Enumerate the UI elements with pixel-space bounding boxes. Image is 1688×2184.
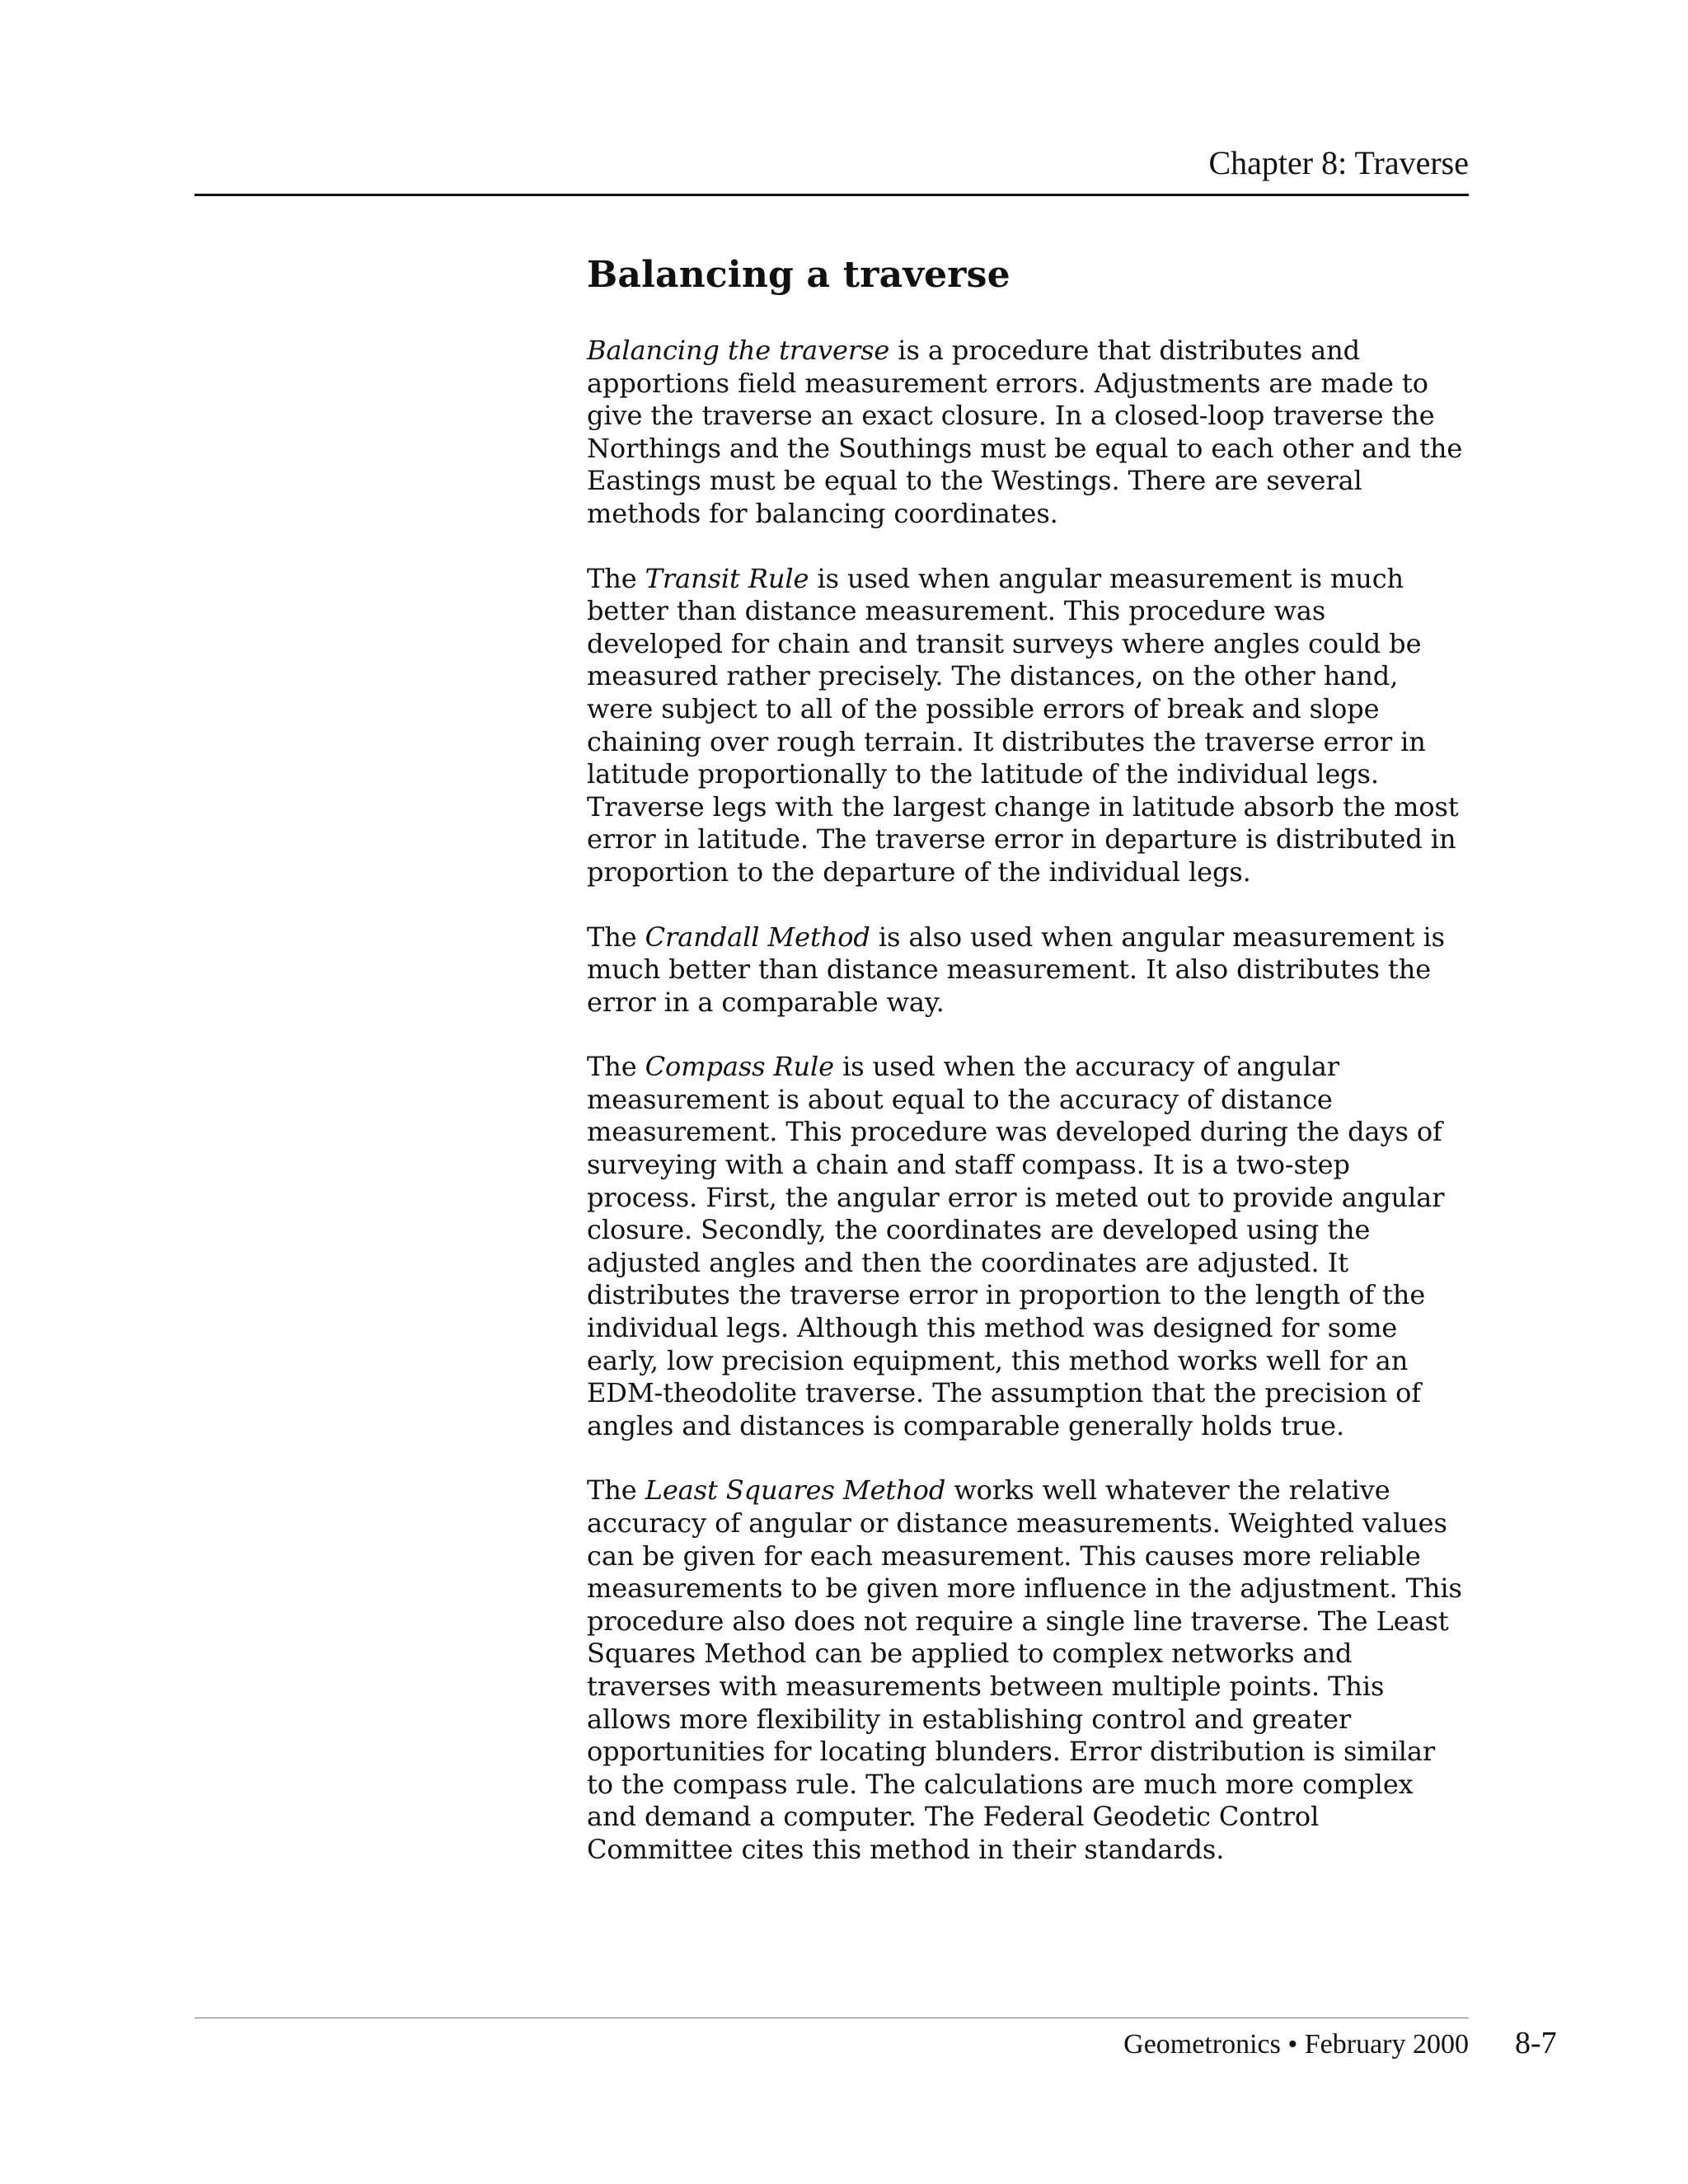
section-title: Balancing a traverse [587,254,1010,296]
paragraph-balancing [587,335,1469,531]
paragraph-body: works well whatever the relative accuracy of angular or distance measurements. Weighted values can be given for each measurement. This causes more reliable measurements to be given more influence in the adjustment. This procedure also does not require a single line traverse. The Least Squares Method can be applied to complex networks and traverses with measurements between multiple points. This allows more flexibility in establishing control and greater opportunities for locating blunders. Error distribution is similar to the compass rule. The calculations are much more complex and demand a computer. The Federal Geodetic Control Committee cites this method in their standards. [587,1474,1462,1865]
paragraph-lead: The [587,562,645,594]
paragraph-crandall-method [587,921,1469,1019]
paragraph-compass-rule [587,1051,1469,1442]
page-number: 8-7 [1515,2026,1557,2060]
paragraph-least-squares [587,1474,1469,1866]
footer-publication: Geometronics • February 2000 [1123,2029,1469,2060]
term-crandall-method: Crandall Method [645,921,870,953]
paragraph-body: is also used when angular measurement is much better than distance measurement. It also distributes the error in a comparable way. [587,921,1445,1018]
main-content [587,247,1469,1899]
paragraph-lead: The [587,1474,645,1507]
paragraph-lead: The [587,1051,645,1083]
paragraph-body: is a procedure that distributes and apportions field measurement errors. Adjustments are made to give the traverse an exact closure. In a closed-loop traverse the Northings and the Southings must be equal to each other and the Eastings must be equal to the Westings. There are several methods for balancing coordinates. [587,335,1463,529]
paragraph-body: is used when the accuracy of angular measurement is about equal to the accuracy of distance measurement. This procedure was developed during the days of surveying with a chain and staff compass. It is a two-step process. First, the angular error is meted out to provide angular closure. Secondly, the coordinates are developed using the adjusted angles and then the coordinates are adjusted. It distributes the traverse error in proportion to the length of the individual legs. Although this method was designed for some early, low precision equipment, this method works well for an EDM-theodolite traverse. The assumption that the precision of angles and distances is comparable generally holds true. [587,1051,1445,1441]
term-compass-rule: Compass Rule [645,1051,835,1083]
term-transit-rule: Transit Rule [645,562,809,594]
paragraph-transit-rule [587,563,1469,889]
header-rule [195,194,1469,196]
paragraph-body: is used when angular measurement is much better than distance measurement. This procedure was developed for chain and transit surveys where angles could be measured rather precisely. The distances, on the other hand, were subject to all of the possible errors of break and slope chaining over rough terrain. It distributes the traverse error in latitude proportionally to the latitude of the individual legs. Traverse legs with the largest change in latitude absorb the most error in latitude. The traverse error in departure is distributed in proportion to the departure of the individual legs. [587,562,1459,888]
term-balancing-the-traverse: Balancing the traverse [587,335,890,366]
term-least-squares-method: Least Squares Method [645,1474,946,1507]
running-header: Chapter 8: Traverse [1208,144,1469,181]
paragraph-lead: The [587,921,645,953]
